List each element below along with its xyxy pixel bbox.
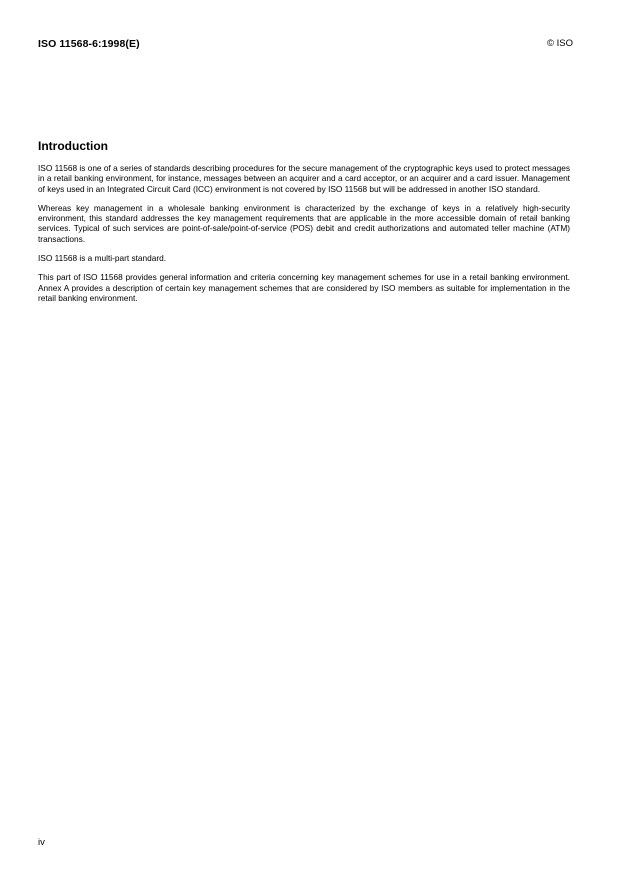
main-content (38, 139, 570, 312)
page-number: iv (38, 837, 45, 848)
paragraph-3: ISO 11568 is a multi-part standard. (38, 253, 167, 264)
paragraph-1: ISO 11568 is one of a series of standards describing procedures for the secure management of the cryptographic keys used to protect messages in a retail banking environment, for instance, messages between an acquirer and a card acceptor, or an acquirer and a card issuer. Management of keys used in an Integrated Circuit Card (ICC) environment is not covered by ISO 11568 but will be addressed in another ISO standard. (38, 163, 570, 194)
copyright-notice: © ISO (546, 38, 573, 49)
paragraph-2: Whereas key management in a wholesale banking environment is characterized by the exchange of keys in a relatively high-security environment, this standard addresses the key management requirements that are applicable in the more accessible domain of retail banking services. Typical of such services are point-of-sale/point-of-service (POS) debit and credit authorizations and automated teller machine (ATM) transactions. (38, 202, 570, 244)
section-title: Introduction (38, 139, 108, 153)
paragraph-4: This part of ISO 11568 provides general information and criteria concerning key management schemes for use in a retail banking environment. Annex A provides a description of certain key management schemes that are considered by ISO members as suitable for implementation in the retail banking environment. (38, 272, 570, 303)
document-id: ISO 11568-6:1998(E) (38, 38, 140, 50)
page-header (38, 38, 573, 52)
